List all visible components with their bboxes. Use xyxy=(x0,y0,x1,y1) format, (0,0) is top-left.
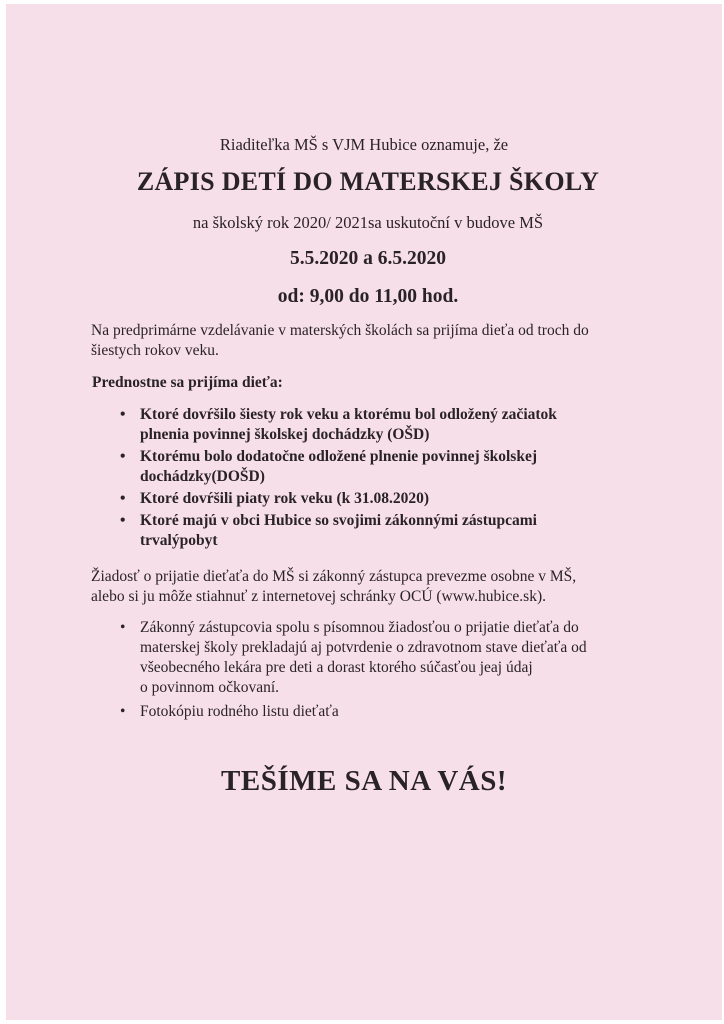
list-item-line: materskej školy prekladajú aj potvrdenie o zdravotnom stave dieťaťa od xyxy=(140,639,587,656)
priority-heading: Prednostne sa prijíma dieťa: xyxy=(92,374,283,391)
list-item-line: Fotokópiu rodného listu dieťaťa xyxy=(140,703,339,720)
bullet-icon: • xyxy=(120,448,126,465)
bullet-icon: • xyxy=(120,703,126,720)
enrollment-dates: 5.5.2020 a 6.5.2020 xyxy=(290,248,446,269)
bullet-icon: • xyxy=(120,490,126,507)
notice-title: ZÁPIS DETÍ DO MATERSKEJ ŠKOLY xyxy=(136,167,600,196)
bullet-icon: • xyxy=(120,512,126,529)
enrollment-hours: od: 9,00 do 11,00 hod. xyxy=(277,286,459,307)
list-item-line: Ktoré majú v obci Hubice so svojimi zákonnými zástupcami xyxy=(140,512,537,529)
list-item-line: Zákonný zástupcovia spolu s písomnou žiadosťou o prijatie dieťaťa do xyxy=(140,619,579,636)
list-item xyxy=(118,447,588,487)
list-item xyxy=(118,618,648,698)
closing-message: TEŠÍME SA NA VÁS! xyxy=(221,765,507,797)
document-page xyxy=(6,4,722,1020)
age-paragraph xyxy=(91,321,661,361)
list-item-line: dochádzky(DOŠD) xyxy=(140,468,265,485)
list-item-line: Ktorému bolo dodatočne odložené plnenie povinnej školskej xyxy=(140,448,537,465)
school-year-line: na školský rok 2020/ 2021sa uskutoční v budove MŠ xyxy=(192,213,544,232)
application-paragraph xyxy=(91,567,651,607)
priority-list xyxy=(118,405,588,553)
list-item xyxy=(118,511,588,551)
intro-line: Riaditeľka MŠ s VJM Hubice oznamuje, že xyxy=(219,135,509,154)
bullet-icon: • xyxy=(120,619,126,636)
list-item-line: Ktoré dovŕšilo šiesty rok veku a ktorému bol odložený začiatok xyxy=(140,406,557,423)
list-item-line: plnenia povinnej školskej dochádzky (OŠD) xyxy=(140,426,430,443)
list-item xyxy=(118,405,588,445)
age-paragraph-line: Na predprimárne vzdelávanie v materských školách sa prijíma dieťa od troch do xyxy=(91,322,589,339)
bullet-icon: • xyxy=(120,406,126,423)
application-paragraph-line: alebo si ju môže stiahnuť z internetovej schránky OCÚ (www.hubice.sk). xyxy=(91,588,547,605)
requirements-list xyxy=(118,618,648,726)
list-item-line: Ktoré dovŕšili piaty rok veku (k 31.08.2020) xyxy=(140,490,430,507)
application-paragraph-line: Žiadosť o prijatie dieťaťa do MŠ si zákonný zástupca prevezme osobne v MŠ, xyxy=(91,568,577,585)
list-item xyxy=(118,702,648,722)
list-item-line: trvalýpobyt xyxy=(140,532,218,549)
list-item xyxy=(118,489,588,509)
age-paragraph-line: šiestych rokov veku. xyxy=(91,342,219,359)
list-item-line: všeobecného lekára pre deti a dorast ktorého súčasťou jeaj údaj xyxy=(140,659,533,676)
list-item-line: o povinnom očkovaní. xyxy=(140,679,280,696)
